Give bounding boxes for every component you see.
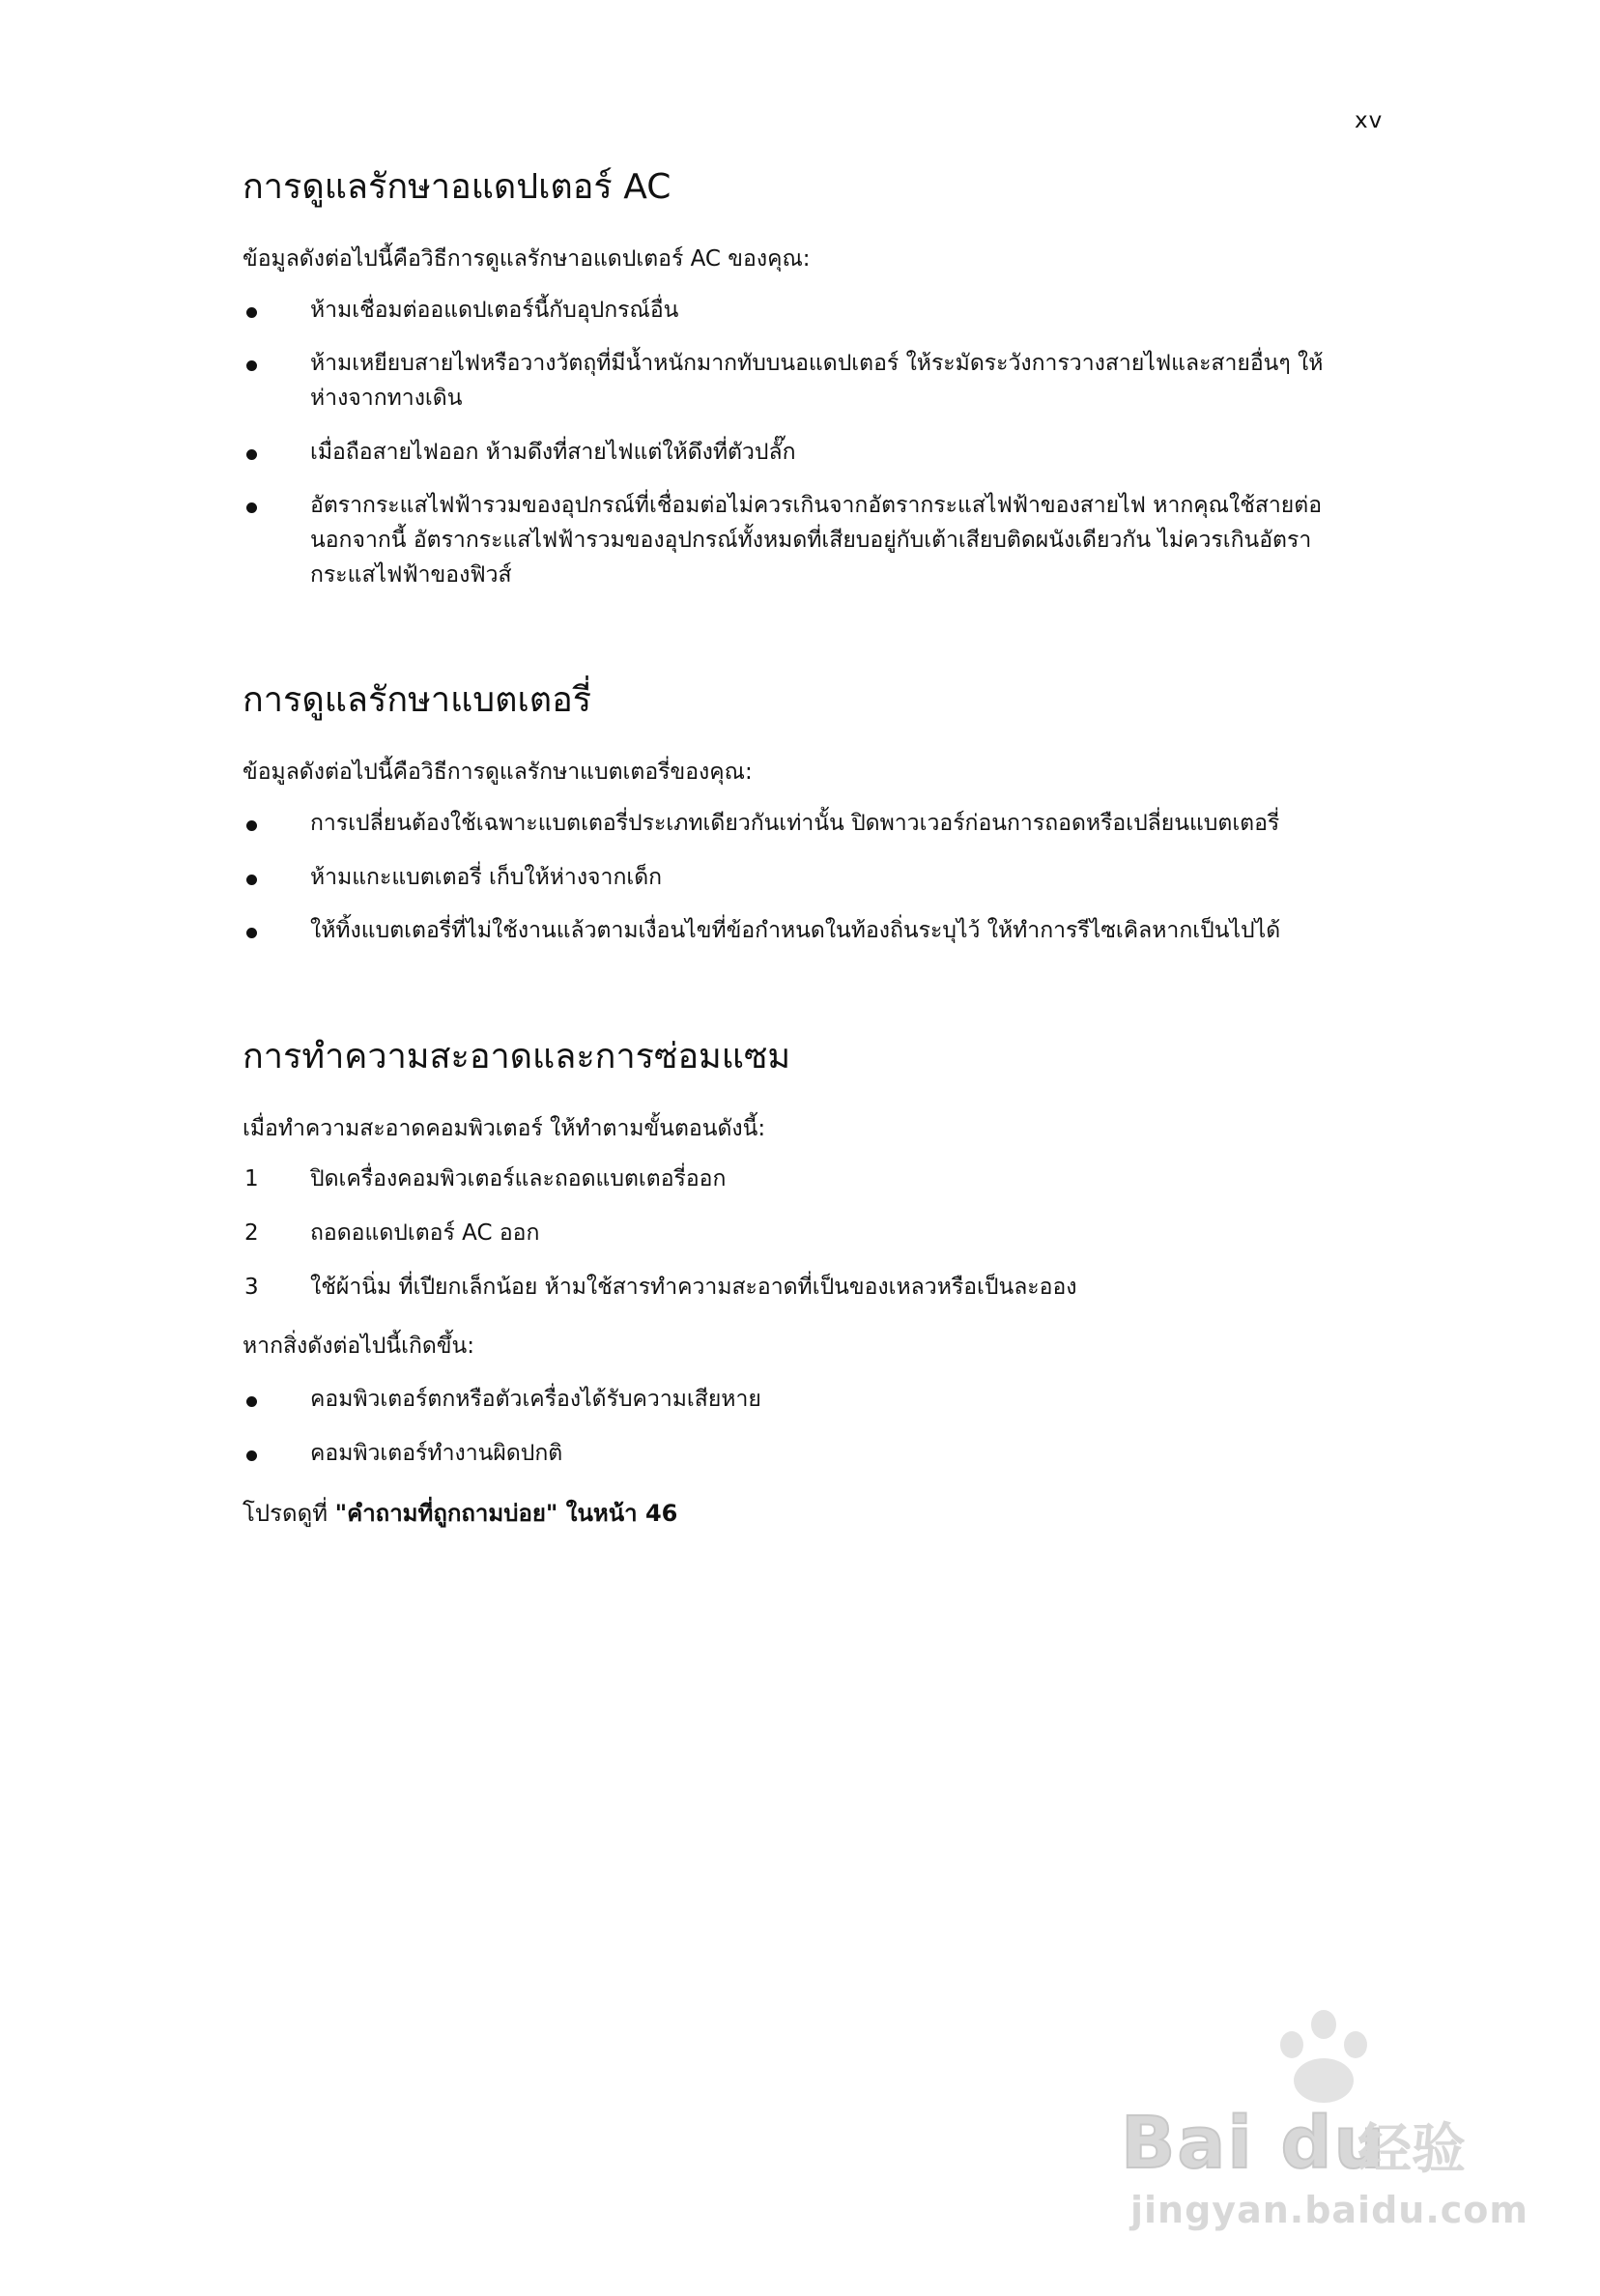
list-item [243,1383,1354,1418]
list-item [243,1437,1354,1472]
section-ac-adapter-care [243,166,1354,592]
section-intro: ข้อมูลดังต่อไปนี้คือวิธีการดูแลรักษาอแดปเตอร์ AC ของคุณ: [243,246,811,273]
baidu-jingyan-watermark [1121,2010,1529,2232]
watermark-cn: 经验 [1357,2118,1466,2181]
list-item-text: ให้ทิ้งแบตเตอรี่ที่ไม่ใช้งานแล้วตามเงื่อนไขที่ข้อกำหนดในท้องถิ่นระบุไว้ ให้ทำการรีไซเคิลหากเป็นไปได้ [310,918,1281,944]
cross-reference-link[interactable]: "คำถามที่ถูกถามบ่อย" ในหน้า 46 [334,1500,678,1528]
document-body [243,166,1354,1618]
cross-reference-prefix: โปรดดูที่ [243,1500,335,1528]
section-battery-care [243,679,1354,949]
watermark-url: jingyan.baidu.com [1130,2189,1529,2231]
section-title: การทำความสะอาดและการซ่อมแซม [243,1036,791,1076]
list-item [243,861,1354,896]
step-item [243,1217,1354,1251]
list-item-text: การเปลี่ยนต้องใช้เฉพาะแบตเตอรี่ประเภทเดียวกันเท่านั้น ปิดพาวเวอร์ก่อนการถอดหรือเปลี่ยนแบตเตอรี่ [310,810,1280,836]
list-item [243,294,1354,329]
step-text: ปิดเครื่องคอมพิวเตอร์และถอดแบตเตอรี่ออก [310,1166,727,1192]
section-intro: ข้อมูลดังต่อไปนี้คือวิธีการดูแลรักษาแบตเตอรี่ของคุณ: [243,760,753,786]
section-note: หากสิ่งดังต่อไปนี้เกิดขึ้น: [243,1334,474,1360]
section-title: การดูแลรักษาแบตเตอรี่ [243,680,592,721]
bullet-icon [246,449,257,460]
bullet-icon [246,1450,257,1461]
step-number: 1 [244,1166,259,1192]
paw-icon [1271,2010,1377,2107]
list-item [243,489,1354,592]
section-intro: เมื่อทำความสะอาดคอมพิวเตอร์ ให้ทำตามขั้นตอนดังนี้: [243,1115,766,1141]
bullet-icon [246,502,257,513]
bullet-icon [246,307,257,318]
cross-reference [243,1496,1354,1531]
page-number: xv [1355,108,1384,133]
section-cleaning-repair [243,1036,1354,1531]
list-item-text: ห้ามเหยียบสายไฟหรือวางวัตถุที่มีน้ำหนักมากทับบนอแดปเตอร์ ให้ระมัดระวังการวางสายไฟและสายอื่นๆ ให้ห่างจากทางเดิน [310,351,1324,411]
step-item [243,1271,1354,1306]
bullet-icon [246,360,257,371]
list-item-text: ห้ามแกะแบตเตอรี่ เก็บให้ห่างจากเด็ก [310,864,663,890]
step-list [243,1162,1354,1305]
step-number: 3 [244,1274,259,1300]
step-number: 2 [244,1220,259,1247]
bullet-list [243,1383,1354,1471]
list-item-text: คอมพิวเตอร์ตกหรือตัวเครื่องได้รับความเสียหาย [310,1386,761,1412]
step-item [243,1162,1354,1197]
step-text: ถอดอแดปเตอร์ AC ออก [310,1220,540,1247]
list-item-text: เมื่อถือสายไฟออก ห้ามดึงที่สายไฟแต่ให้ดึงที่ตัวปลั๊ก [310,439,796,465]
bullet-list [243,807,1354,949]
list-item-text: ห้ามเชื่อมต่ออแดปเตอร์นี้กับอุปกรณ์อื่น [310,297,679,323]
list-item-text: คอมพิวเตอร์ทำงานผิดปกติ [310,1440,563,1466]
list-item [243,807,1354,842]
bullet-icon [246,1396,257,1407]
bullet-icon [246,820,257,831]
watermark-brand: Bai du [1121,2102,1387,2185]
list-item [243,436,1354,471]
list-item-text: อัตรากระแสไฟฟ้ารวมของอุปกรณ์ที่เชื่อมต่อไม่ควรเกินจากอัตรากระแสไฟฟ้าของสายไฟ หากคุณใช้สายต่อ นอกจากนี้ อัตรากระแสไฟฟ้ารวมของอุปกรณ์ทั้งหมดที่เสียบอยู่กับเต้าเสียบติดผนังเดียวกัน ไม่ควรเกินอัตรากระแสไฟฟ้าของฟิวส์ [310,493,1323,588]
list-item [243,914,1354,949]
step-text: ใช้ผ้านิ่ม ที่เปียกเล็กน้อย ห้ามใช้สารทำความสะอาดที่เป็นของเหลวหรือเป็นละออง [310,1274,1077,1300]
bullet-list [243,294,1354,592]
list-item [243,347,1354,416]
section-title: การดูแลรักษาอแดปเตอร์ AC [243,167,671,207]
bullet-icon [246,875,257,885]
bullet-icon [246,928,257,938]
